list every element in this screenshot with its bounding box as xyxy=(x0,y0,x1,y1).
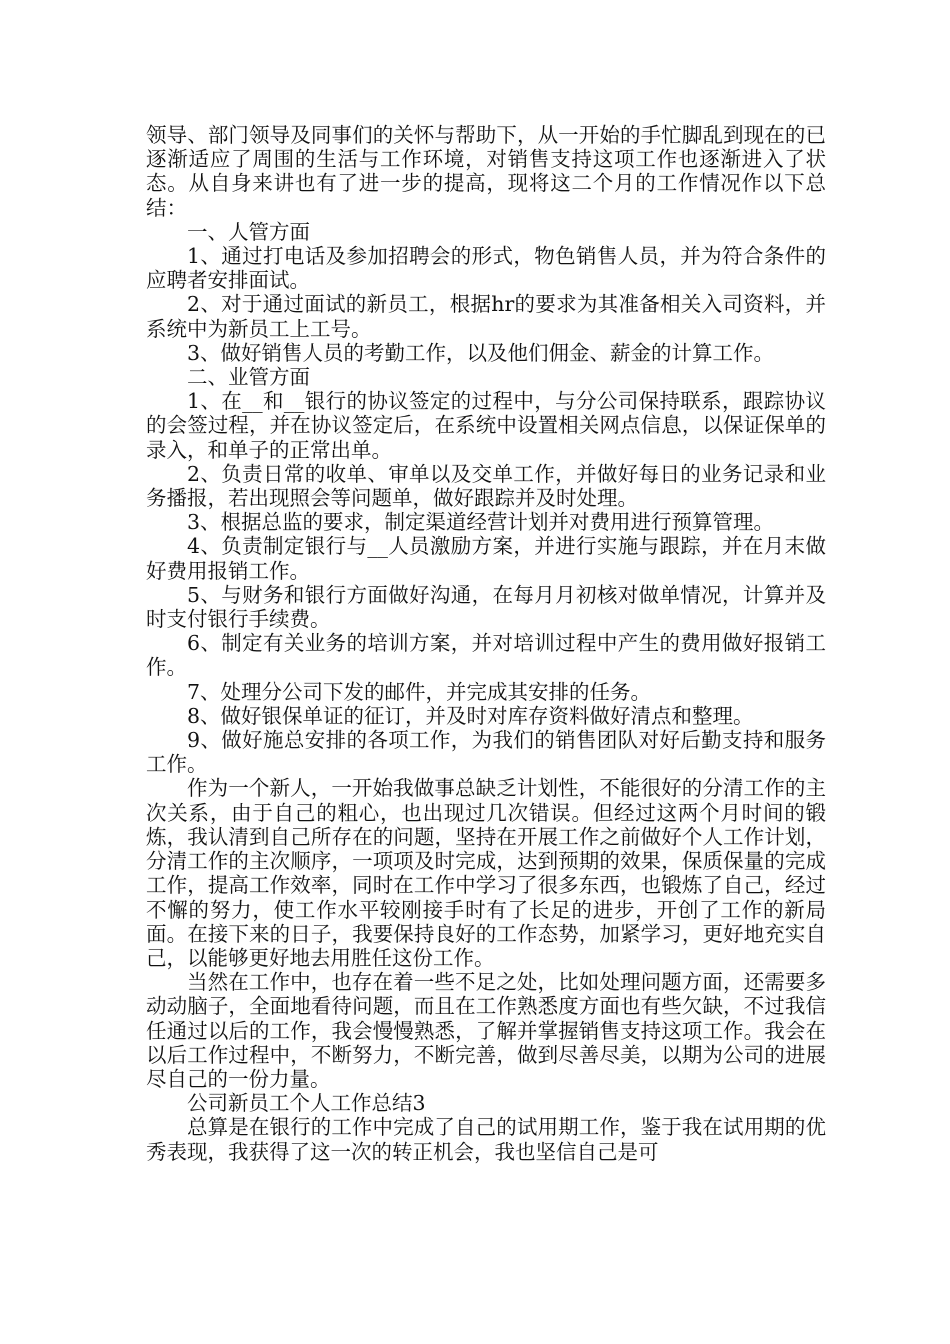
paragraph-business-8: 8、做好银保单证的征订，并及时对库存资料做好清点和整理。 xyxy=(187,703,754,728)
document-body xyxy=(146,123,826,1164)
paragraph-intro: 领导、部门领导及同事们的关怀与帮助下，从一开始的手忙脚乱到现在的已逐渐适应了周围的生活与工作环境，对销售支持这项工作也逐渐进入了状态。从自身来讲也有了进一步的提高，现将这二个月的工作情况作以下总结： xyxy=(146,123,826,220)
section-heading-business: 二、业管方面 xyxy=(187,365,310,390)
paragraph-summary-3-start: 总算是在银行的工作中完成了自己的试用期工作，鉴于我在试用期的优秀表现，我获得了这一次的转正机会，我也坚信自己是可 xyxy=(146,1115,826,1164)
paragraph-personnel-2: 2、对于通过面试的新员工，根据hr的要求为其准备相关入司资料，并系统中为新员工上工号。 xyxy=(146,292,826,341)
section-heading-personnel: 一、人管方面 xyxy=(187,219,310,244)
paragraph-personnel-3: 3、做好销售人员的考勤工作，以及他们佣金、薪金的计算工作。 xyxy=(187,340,775,365)
paragraph-business-5: 5、与财务和银行方面做好沟通，在每月月初核对做单情况，计算并及时支付银行手续费。 xyxy=(146,582,826,632)
paragraph-shortcomings: 当然在工作中，也存在着一些不足之处，比如处理问题方面，还需要多动动脑子，全面地看待问题，而且在工作熟悉度方面也有些欠缺，不过我信任通过以后的工作，我会慢慢熟悉，了解并掌握销售支持这项工作。我会在以后工作过程中，不断努力，不断完善，做到尽善尽美，以期为公司的进展尽自己的一份力量。 xyxy=(146,970,826,1091)
paragraph-business-6: 6、制定有关业务的培训方案，并对培训过程中产生的费用做好报销工作。 xyxy=(146,631,826,680)
paragraph-business-9: 9、做好施总安排的各项工作，为我们的销售团队对好后勤支持和服务工作。 xyxy=(146,728,826,777)
paragraph-business-4: 4、负责制定银行与__人员激励方案，并进行实施与跟踪，并在月末做好费用报销工作。 xyxy=(146,534,826,583)
paragraph-business-7: 7、处理分公司下发的邮件，并完成其安排的任务。 xyxy=(187,679,652,704)
paragraph-business-3: 3、根据总监的要求，制定渠道经营计划并对费用进行预算管理。 xyxy=(187,510,775,535)
paragraph-reflection: 作为一个新人，一开始我做事总缺乏计划性，不能很好的分清工作的主次关系，由于自己的粗心，也出现过几次错误。但经过这两个月时间的锻炼，我认清到自己所存在的问题，坚持在开展工作之前做好个人工作计划，分清工作的主次顺序，一项项及时完成，达到预期的效果，保质保量的完成工作，提高工作效率，同时在工作中学习了很多东西，也锻炼了自己，经过不懈的努力，使工作水平较刚接手时有了长足的进步，开创了工作的新局面。在接下来的日子，我要保持良好的工作态势，加紧学习，更好地充实自己，以能够更好地去用胜任这份工作。 xyxy=(146,776,826,970)
paragraph-business-1: 1、在__和__银行的协议签定的过程中，与分公司保持联系，跟踪协议的会签过程，并在协议签定后，在系统中设置相关网点信息，以保证保单的录入，和单子的正常出单。 xyxy=(146,389,826,462)
section-heading-summary-3: 公司新员工个人工作总结3 xyxy=(187,1091,426,1116)
paragraph-personnel-1: 1、通过打电话及参加招聘会的形式，物色销售人员，并为符合条件的应聘者安排面试。 xyxy=(146,244,826,293)
paragraph-business-2: 2、负责日常的收单、审单以及交单工作，并做好每日的业务记录和业务播报，若出现照会等问题单，做好跟踪并及时处理。 xyxy=(146,461,826,511)
